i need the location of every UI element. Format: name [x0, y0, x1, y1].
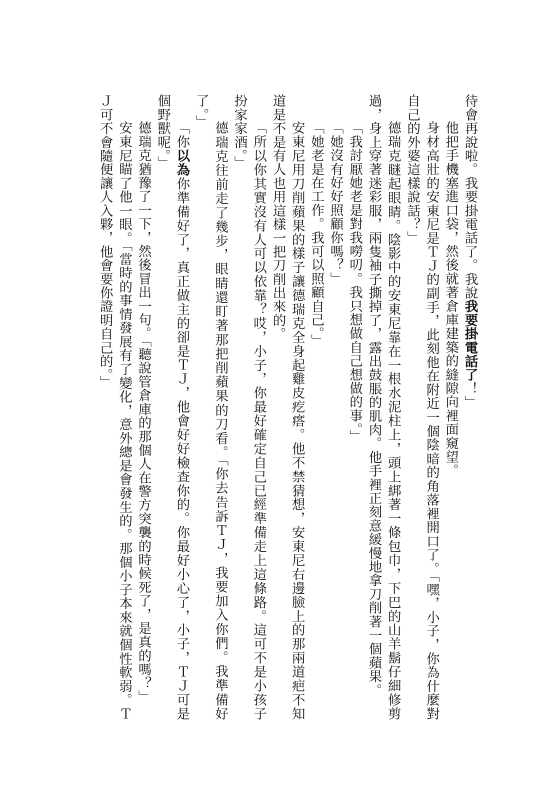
paragraph-11 — [153, 94, 191, 720]
segment: 「所以你其實沒有人可以依靠？哎，小子，你最好確定自己已經準備走上這條路。這可不是小孩子扮家家酒。」 — [231, 94, 266, 720]
paragraph-8 — [268, 94, 306, 720]
paragraph-12 — [133, 94, 152, 720]
segment: 「你 — [173, 120, 189, 149]
paragraph-2 — [441, 94, 460, 720]
segment: 安東尼瞄了他一眼。「當時的事情發展有了變化，意外總是會發生的。那個小子本來就個性軟弱。ＴＪ可不會隨便讓人入夥，他會要你證明自己的。」 — [97, 94, 132, 720]
segment: 身材高壯的安東尼是ＴＪ的副手，此刻他在附近一個陰暗的角落裡開口了。「嘿，小子，你為什麼對自己的外婆這樣說話？」 — [404, 94, 439, 720]
vertical-text-body — [79, 94, 479, 720]
paragraph-10 — [191, 94, 229, 720]
segment: 「她沒有好好照顧你嗎？」 — [327, 120, 343, 285]
paragraph-3 — [402, 94, 440, 720]
paragraph-13 — [95, 94, 133, 720]
segment: ！」 — [462, 381, 477, 410]
paragraph-5 — [345, 94, 364, 720]
paragraph-6 — [325, 94, 344, 720]
paragraph-9 — [229, 94, 267, 720]
segment: 德瑞克瞇起眼睛。陰影中的安東尼靠在一根水泥柱上，頭上綁著一條包巾，下巴的山羊鬍仔細修剪過，身上穿著迷彩服，兩隻袖子撕掉了，露出鼓脹的肌肉。他手裡正刻意緩慢地拿刀削著一個蘋果。 — [365, 94, 401, 720]
segment: 你準備好了，真正做主的卻是ＴＪ，他會好好檢查你的。你最好小心了，小子，ＴＪ可是個野獸呢。」 — [154, 94, 189, 720]
segment: 「我討厭她老是對我嘮叨。我只想做自己想做的事。」 — [346, 120, 362, 443]
paragraph-4 — [364, 94, 402, 720]
segment: 他把手機塞進口袋，然後就著倉庫建築的縫隙向裡面窺望。 — [442, 120, 458, 477]
emphasized-segment: 以為 — [173, 148, 189, 177]
segment: 德瑞克猶豫了一下，然後冒出一句。「聽說管倉庫的那個人在警方突襲的時候死了，是真的嗎？」 — [135, 120, 151, 704]
segment: 德瑞克往前走了幾步，眼睛還盯著那把削蘋果的刀看。「你去告訴ＴＪ，我要加入你們。我準備好了。」 — [193, 94, 228, 720]
emphasized-segment: 我要掛電話了 — [462, 299, 477, 382]
segment: 待會再說啦。我要掛電話了。我說 — [462, 94, 477, 300]
segment: 「她老是在工作。我可以照顧自己。」 — [308, 120, 324, 347]
segment: 安東尼用刀削蘋果的樣子讓德瑞克全身起雞皮疙瘩。他不禁猜想，安東尼右邊臉上的那兩道疤不知道是不是有人也用這樣一把刀削出來的。 — [269, 94, 305, 720]
paragraph-1 — [460, 94, 479, 720]
paragraph-7 — [306, 94, 325, 720]
